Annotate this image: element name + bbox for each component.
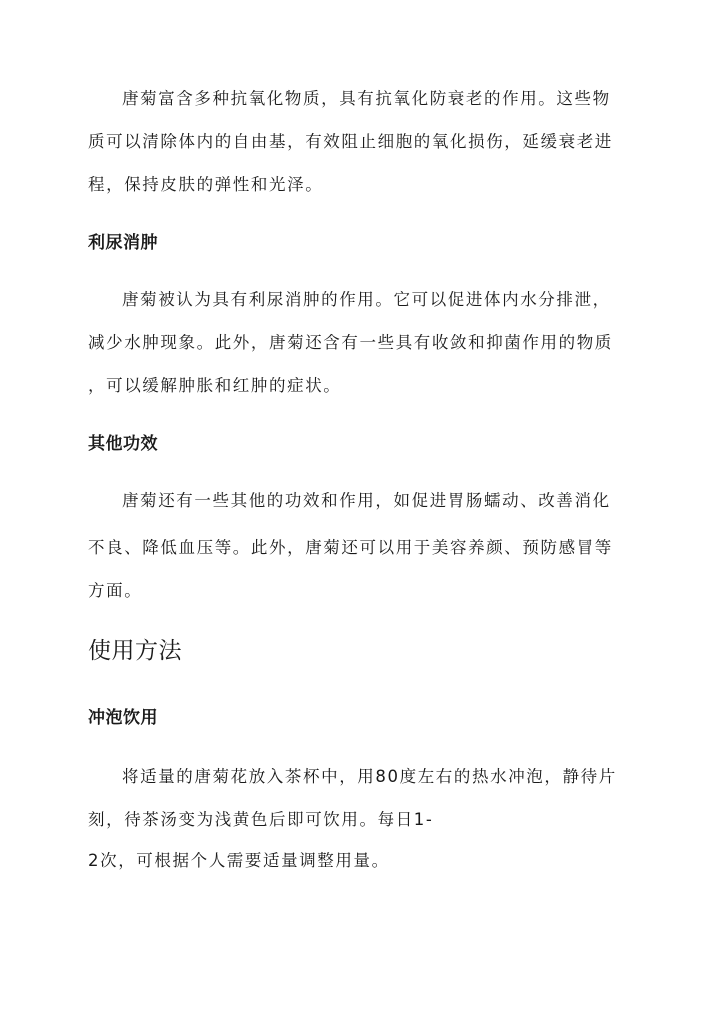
paragraph-diuretic-line-2: 减少水肿现象。此外，唐菊还含有一些具有收敛和抑菌作用的物质 (88, 333, 613, 352)
paragraph-other-line-3: 方面。 (88, 581, 143, 600)
paragraph-other-line-1: 唐菊还有一些其他的功效和作用，如促进胃肠蠕动、改善消化 (122, 491, 611, 510)
paragraph-diuretic-line-3: ，可以缓解肿胀和红肿的症状。 (88, 376, 342, 395)
paragraph-brewing-line-3: 2次，可根据个人需要适量调整用量。 (88, 851, 390, 870)
heading-diuretic: 利尿消肿 (88, 233, 158, 253)
paragraph-antioxidant-line-2: 质可以清除体内的自由基，有效阻止细胞的氧化损伤，延缓衰老进 (88, 132, 613, 151)
paragraph-brewing-line-2: 刻，待茶汤变为浅黄色后即可饮用。每日1- (88, 810, 434, 829)
heading-usage: 使用方法 (88, 638, 182, 664)
heading-other-effects: 其他功效 (88, 434, 158, 454)
paragraph-brewing-line-1: 将适量的唐菊花放入茶杯中，用80度左右的热水冲泡，静待片 (122, 767, 617, 786)
paragraph-antioxidant-line-1: 唐菊富含多种抗氧化物质，具有抗氧化防衰老的作用。这些物 (122, 89, 611, 108)
heading-brewing: 冲泡饮用 (88, 708, 158, 728)
paragraph-diuretic-line-1: 唐菊被认为具有利尿消肿的作用。它可以促进体内水分排泄， (122, 290, 611, 309)
paragraph-antioxidant-line-3: 程，保持皮肤的弹性和光泽。 (88, 175, 324, 194)
paragraph-other-line-2: 不良、降低血压等。此外，唐菊还可以用于美容养颜、预防感冒等 (88, 538, 613, 557)
